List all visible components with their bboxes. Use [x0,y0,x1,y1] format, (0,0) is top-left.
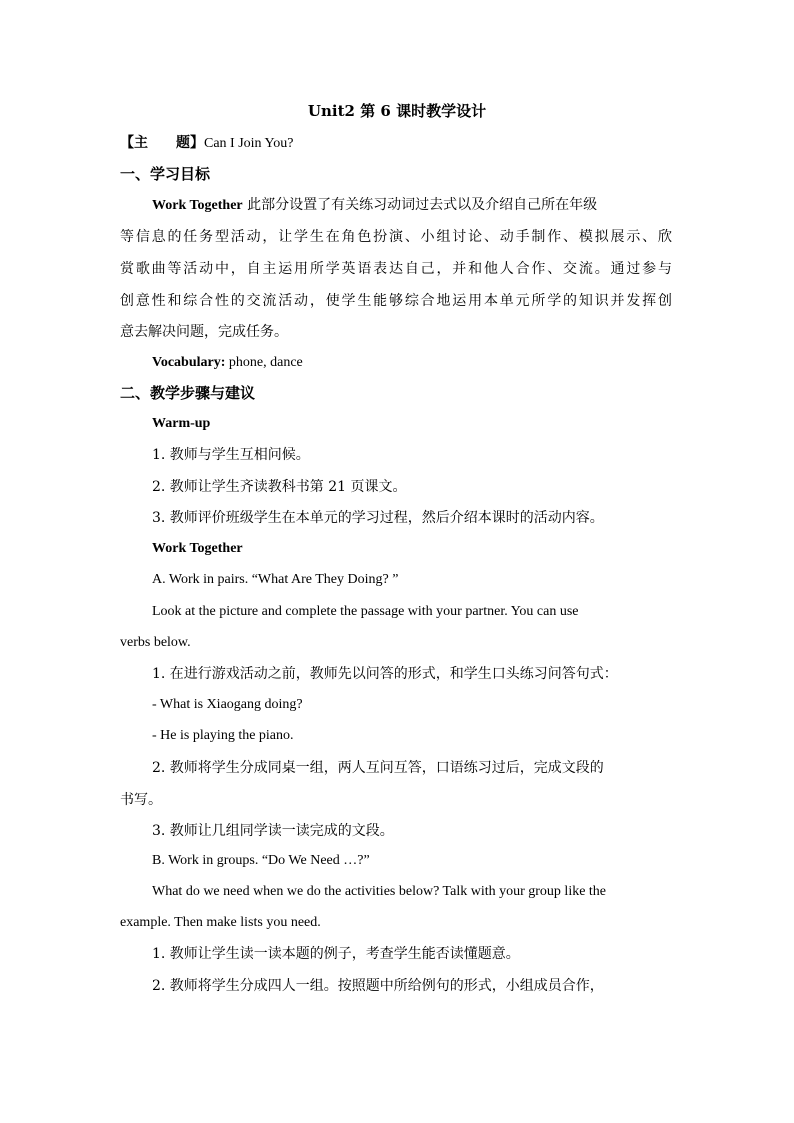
activity-b-instruction-cont: example. Then make lists you need. [120,915,321,930]
paragraph-line: 等信息的任务型活动，让学生在角色扮演、小组讨论、动手制作、模拟展示、欣 [120,229,672,245]
theme-label: 【主 题】 [120,135,204,151]
document-title: Unit2 第 6 课时教学设计 [307,102,487,120]
section-heading-steps: 二、教学步骤与建议 [120,384,256,402]
activity-a-step-3: 3. 教师让几组同学读一读完成的文段。 [152,823,394,839]
activity-b-step-1: 1. 教师让学生读一读本题的例子，考查学生能否读懂题意。 [152,946,520,962]
work-together-term: Work Together [152,198,243,213]
paragraph-text: 此部分设置了有关练习动词过去式以及介绍自己所在年级 [242,197,598,213]
warmup-heading: Warm-up [152,416,211,431]
activity-a-step-1: 1. 在进行游戏活动之前，教师先以问答的形式，和学生口头练习问答句式： [152,666,618,682]
paragraph-line: 创意性和综合性的交流活动，使学生能够综合地运用本单元所学的知识并发挥创 [120,293,672,309]
warmup-step-2: 2. 教师让学生齐读教科书第 21 页课文。 [152,479,407,495]
warmup-step-3: 3. 教师评价班级学生在本单元的学习过程，然后介绍本课时的活动内容。 [152,510,604,526]
activity-a-title: A. Work in pairs. “What Are They Doing? ” [152,572,399,587]
theme-line [120,133,293,154]
activity-a-step-2: 2. 教师将学生分成同桌一组，两人互问互答，口语练习过后，完成文段的 [152,760,604,776]
activity-a-step-2-cont: 书写。 [120,792,162,808]
activity-a-question: - What is Xiaogang doing? [152,697,303,712]
activity-a-instruction: Look at the picture and complete the passage with your partner. You can use [152,604,579,619]
paragraph-line: 意去解决问题，完成任务。 [120,324,288,340]
paragraph-line [152,195,597,216]
vocabulary-line [152,352,303,373]
warmup-step-1: 1. 教师与学生互相问候。 [152,447,310,463]
vocabulary-value: phone, dance [225,355,303,370]
activity-a-instruction-cont: verbs below. [120,635,191,650]
activity-b-step-2: 2. 教师将学生分成四人一组。按照题中所给例句的形式，小组成员合作， [152,978,604,994]
theme-value: Can I Join You? [204,136,294,151]
paragraph-line: 赏歌曲等活动中，自主运用所学英语表达自己，并和他人合作、交流。通过参与 [120,261,672,277]
section-heading-objectives: 一、学习目标 [120,165,211,183]
activity-b-title: B. Work in groups. “Do We Need …?” [152,853,370,868]
activity-a-answer: - He is playing the piano. [152,728,294,743]
work-together-heading: Work Together [152,541,243,556]
vocabulary-label: Vocabulary: [152,355,226,370]
activity-b-instruction: What do we need when we do the activities below? Talk with your group like the [152,884,607,899]
